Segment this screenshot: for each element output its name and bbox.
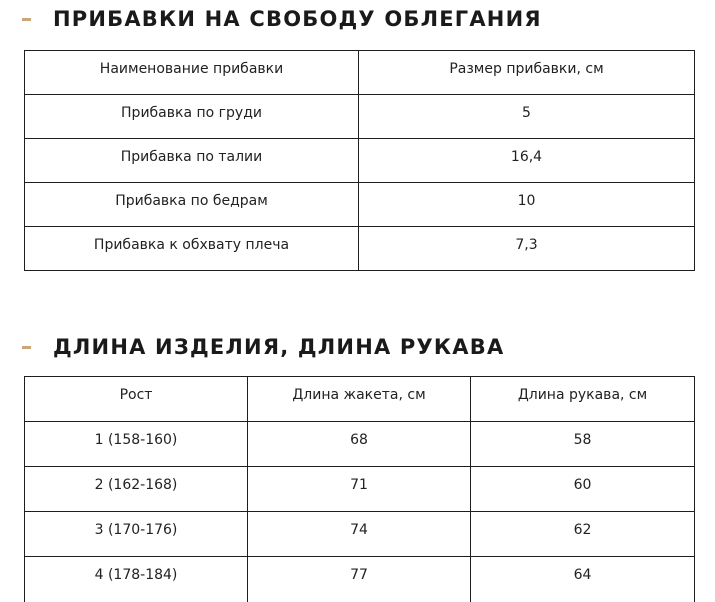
table-cell: Прибавка к обхвату плеча — [25, 227, 359, 271]
header-cell: Наименование прибавки — [25, 51, 359, 95]
header-cell: Длина рукава, см — [471, 377, 695, 422]
allowances-table — [24, 50, 695, 271]
table-cell: Прибавка по груди — [25, 95, 359, 139]
table-cell: 64 — [471, 557, 695, 602]
table-cell: 10 — [359, 183, 695, 227]
table-cell: 3 (170-176) — [25, 512, 248, 557]
accent-dash — [22, 346, 31, 349]
table-cell: 58 — [471, 422, 695, 467]
table-header-row — [25, 51, 695, 95]
table-row — [25, 227, 695, 271]
table-row — [25, 467, 695, 512]
table-cell: Прибавка по бедрам — [25, 183, 359, 227]
section-title: ДЛИНА ИЗДЕЛИЯ, ДЛИНА РУКАВА — [53, 335, 505, 359]
accent-dash — [22, 18, 31, 21]
table-cell: 1 (158-160) — [25, 422, 248, 467]
table-row — [25, 183, 695, 227]
table-row — [25, 422, 695, 467]
section-heading-allowances — [22, 4, 542, 34]
table-header-row — [25, 377, 695, 422]
table-cell: 5 — [359, 95, 695, 139]
table-cell: 2 (162-168) — [25, 467, 248, 512]
table-row — [25, 139, 695, 183]
table-cell: 68 — [248, 422, 471, 467]
table-cell: 77 — [248, 557, 471, 602]
header-cell: Размер прибавки, см — [359, 51, 695, 95]
table-cell: 16,4 — [359, 139, 695, 183]
section-title: ПРИБАВКИ НА СВОБОДУ ОБЛЕГАНИЯ — [53, 7, 542, 31]
table-row — [25, 512, 695, 557]
header-cell: Рост — [25, 377, 248, 422]
table-cell: Прибавка по талии — [25, 139, 359, 183]
table-row — [25, 557, 695, 602]
table-cell: 74 — [248, 512, 471, 557]
section-heading-lengths — [22, 332, 504, 362]
table-row — [25, 95, 695, 139]
table-cell: 4 (178-184) — [25, 557, 248, 602]
lengths-table — [24, 376, 695, 602]
table-cell: 7,3 — [359, 227, 695, 271]
table-cell: 62 — [471, 512, 695, 557]
table-cell: 71 — [248, 467, 471, 512]
header-cell: Длина жакета, см — [248, 377, 471, 422]
table-cell: 60 — [471, 467, 695, 512]
